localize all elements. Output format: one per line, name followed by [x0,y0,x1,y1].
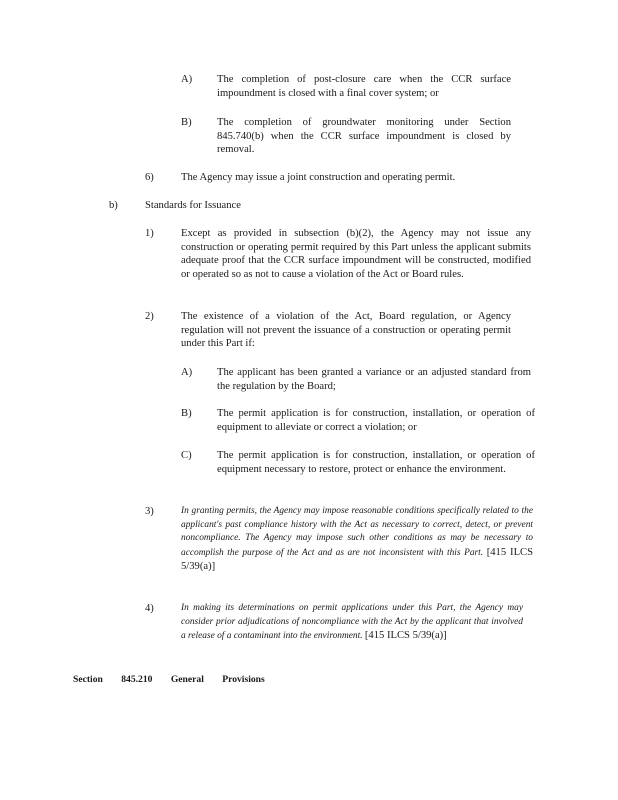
clause-marker: 6) [145,172,154,183]
clause-text [181,602,523,644]
clause-text [181,505,533,575]
clause-text: The completion of post-closure care when the CCR surface impoundment is closed with a final cover system; or [217,74,511,99]
clause-marker: 4) [145,603,154,614]
subsection-title: Standards for Issuance [145,200,241,211]
clause-marker: A) [181,367,193,378]
statutory-text: In making its determinations on permit applications under this Part, the Agency may consider prior adjudications of noncompliance with the Act by the applicant that involved a release of a contaminant into the environment. [181,603,523,642]
clause-text: The permit application is for construction, installation, or operation of equipment necessary to restore, protect or enhance the environment. [217,450,535,475]
clause-marker: B) [181,408,192,419]
section-heading: Section 845.210 General Provisions [73,674,265,685]
statute-citation: [415 ILCS 5/39(a)] [364,630,447,642]
clause-marker: 2) [145,311,154,322]
clause-text: The completion of groundwater monitoring under Section 845.740(b) when the CCR surface impoundment is closed by removal. [217,117,511,156]
clause-marker: 3) [145,506,154,517]
statute-citation: [415 ILCS 5/39(a)] [181,546,534,573]
statutory-text: In granting permits, the Agency may impose reasonable conditions specifically related to the applicant's past compliance history with the Act as necessary to correct, detect, or prevent noncompliance. The Agency may impose such other conditions as may be necessary to accomplish the purpose of the Act and as are not inconsistent with this Part. [181,506,533,558]
clause-marker: A) [181,74,193,85]
clause-text: The existence of a violation of the Act, Board regulation, or Agency regulation will not prevent the issuance of a construction or operating permit under this Part if: [181,311,511,350]
clause-text: The Agency may issue a joint construction and operating permit. [181,172,456,183]
clause-text: The applicant has been granted a variance or an adjusted standard from the regulation by the Board; [217,367,531,392]
subsection-marker: b) [109,200,118,211]
clause-marker: 1) [145,228,154,239]
clause-text: The permit application is for construction, installation, or operation of equipment to alleviate or correct a violation; or [217,408,535,433]
clause-marker: C) [181,450,192,461]
clause-marker: B) [181,117,192,128]
clause-text: Except as provided in subsection (b)(2), the Agency may not issue any construction or operating permit required by this Part unless the applicant submits adequate proof that the CCR surface impoundment will be constructed, modified or operated so as not to cause a violation of the Act or Board rules. [181,228,531,280]
